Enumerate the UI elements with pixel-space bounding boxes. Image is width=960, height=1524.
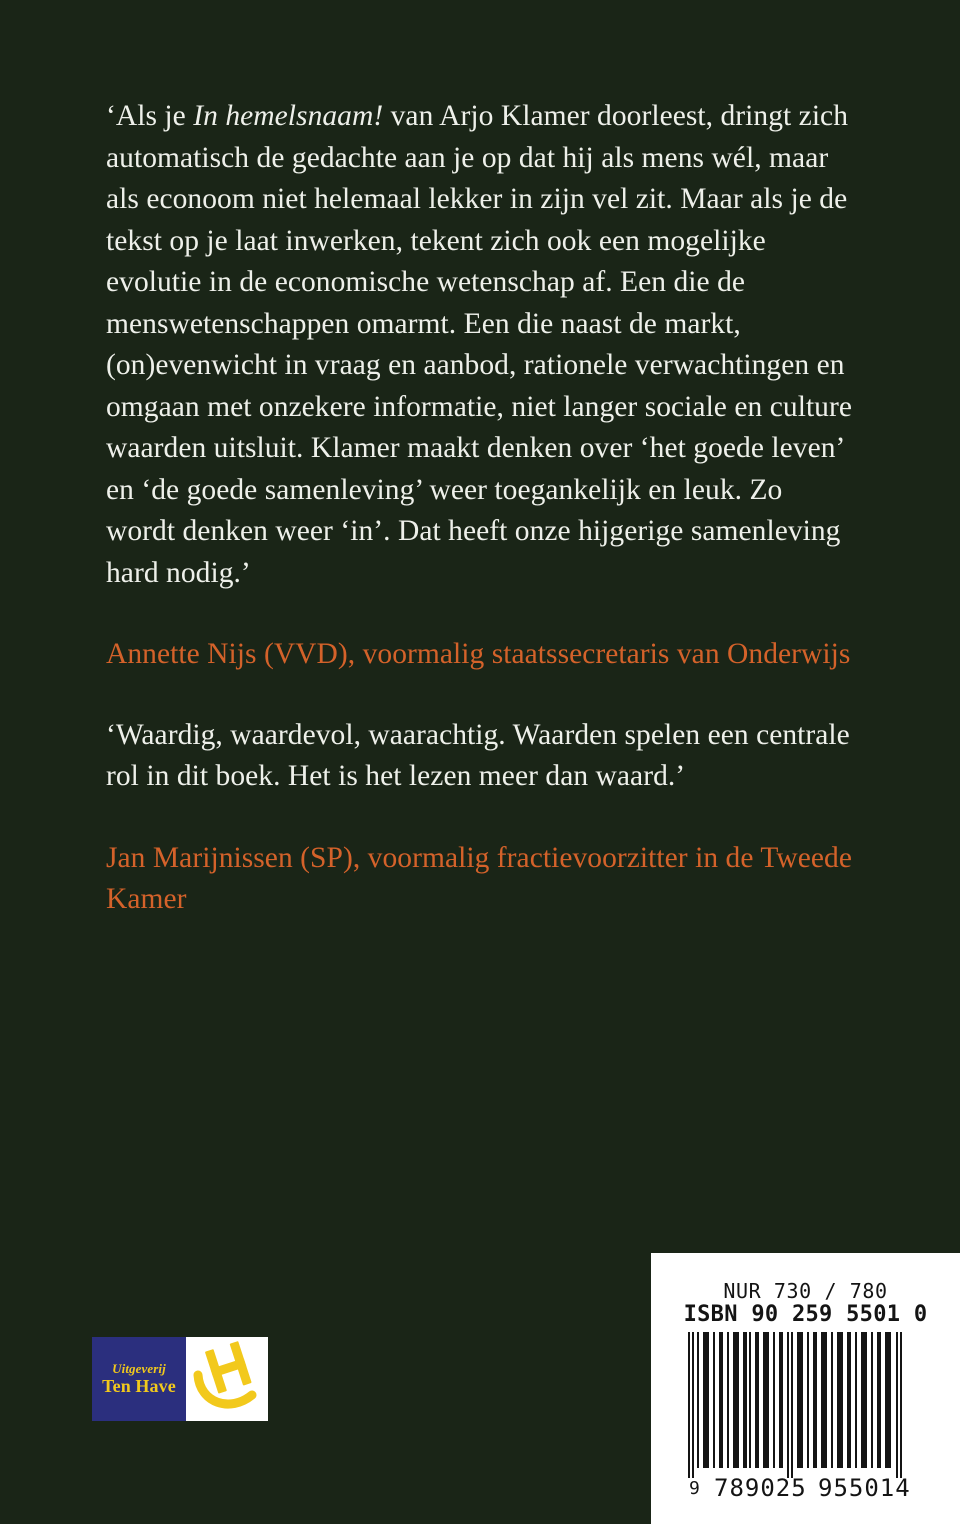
ten-have-h-swoosh-icon — [186, 1337, 268, 1421]
publisher-logo-mark-panel — [186, 1337, 268, 1421]
nur-code-text: NUR 730 / 780 — [723, 1279, 888, 1303]
ean-right-group-digits: 955014 — [818, 1474, 911, 1502]
quote-1-lead: ‘Als je — [106, 100, 194, 132]
ean-left-group-digits: 789025 — [714, 1474, 807, 1502]
publisher-logo-tenhave-text: Ten Have — [102, 1376, 176, 1396]
spacer-attr1-quote2 — [106, 676, 854, 715]
publisher-logo-uitgeverij-text: Uitgeverij — [112, 1361, 166, 1376]
review-quote-2: ‘Waardig, waardevol, waarachtig. Waarden spelen een centrale rol in dit boek. Het is het lezen meer dan waard.’ — [106, 718, 850, 792]
review-quote-1 — [106, 96, 854, 594]
ean13-digits-row — [651, 1474, 960, 1502]
review-attribution-2: Jan Marijnissen (SP), voormalig fractievoorzitter in de Tweede Kamer — [106, 841, 852, 915]
publisher-logo — [92, 1337, 268, 1421]
ean13-barcode-graphic — [686, 1332, 926, 1478]
review-attribution-1: Annette Nijs (VVD), voormalig staatssecretaris van Onderwijs — [106, 638, 851, 670]
quote-1-rest: van Arjo Klamer doorleest, dringt zich automatisch de gedachte aan je op dat hij als mens wél, maar als econoom niet helemaal lekker in zijn vel zit. Maar als je de tekst op je laat inwerken, tekent zich ook een mogelijke evolutie in de economische wetenschap af. Een die de menswetenschappen omarmt. Een die naast de markt, (on)evenwicht in vraag en aanbod, rationele verwachtingen en omgaan met onzekere informatie, niet langer sociale en culture waarden uitsluit. Klamer maakt denken over ‘het goede leven’ en ‘de goede samenleving’ weer toegankelijk en leuk. Zo wordt denken weer ‘in’. Dat heeft onze hijgerige samenleving hard nodig.’ — [106, 100, 853, 589]
blurb-text-column — [106, 96, 854, 921]
spacer-quote2-attr2 — [106, 798, 854, 838]
ean-lead-digit: 9 — [689, 1478, 701, 1499]
book-title-italic: In hemelsnaam! — [193, 100, 384, 132]
publisher-logo-wordmark-panel — [92, 1337, 186, 1421]
isbn-code-text: ISBN 90 259 5501 0 — [683, 1302, 928, 1327]
isbn-barcode-panel — [651, 1253, 960, 1524]
spacer-quote1-attr1 — [106, 594, 854, 634]
